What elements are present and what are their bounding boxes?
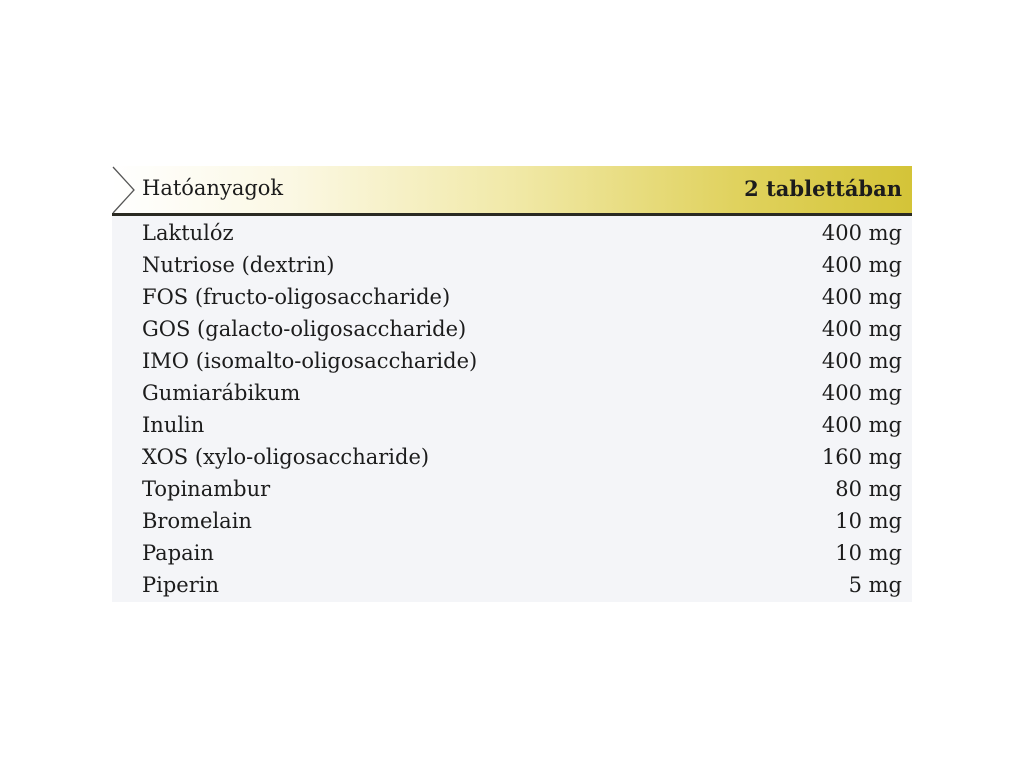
ingredient-amount: 400 mg [821,285,902,309]
ingredient-amount: 400 mg [821,317,902,341]
chevron-right-icon [112,166,142,216]
table-row [112,538,912,570]
ingredient-name: GOS (galacto-oligosaccharide) [142,317,467,341]
table-row [112,218,912,250]
ingredient-name: IMO (isomalto-oligosaccharide) [142,349,478,373]
table-row [112,570,912,602]
table-row [112,282,912,314]
table-row [112,346,912,378]
ingredient-amount: 160 mg [821,445,902,469]
ingredient-name: Papain [142,541,214,565]
table-row [112,314,912,346]
ingredient-amount: 80 mg [835,477,902,501]
table-body [112,216,912,602]
dose-column-header: 2 tablettában [744,176,902,201]
ingredient-name: Gumiarábikum [142,381,301,405]
table-header [112,166,912,216]
ingredient-amount: 400 mg [821,381,902,405]
ingredients-column-header: Hatóanyagok [142,176,284,200]
table-row [112,410,912,442]
table-row [112,250,912,282]
table-row [112,474,912,506]
ingredient-name: Topinambur [142,477,271,501]
ingredient-name: FOS (fructo-oligosaccharide) [142,285,451,309]
table-row [112,378,912,410]
ingredient-name: Laktulóz [142,221,234,245]
ingredients-table [112,166,912,602]
table-row [112,442,912,474]
table-row [112,506,912,538]
ingredient-amount: 400 mg [821,221,902,245]
ingredient-name: Inulin [142,413,205,437]
ingredient-amount: 5 mg [848,573,902,597]
ingredient-name: Bromelain [142,509,252,533]
ingredient-amount: 400 mg [821,253,902,277]
ingredient-amount: 10 mg [835,541,902,565]
ingredient-name: XOS (xylo-oligosaccharide) [142,445,430,469]
ingredient-amount: 400 mg [821,413,902,437]
ingredient-name: Piperin [142,573,219,597]
ingredient-amount: 400 mg [821,349,902,373]
ingredient-name: Nutriose (dextrin) [142,253,335,277]
ingredient-amount: 10 mg [835,509,902,533]
